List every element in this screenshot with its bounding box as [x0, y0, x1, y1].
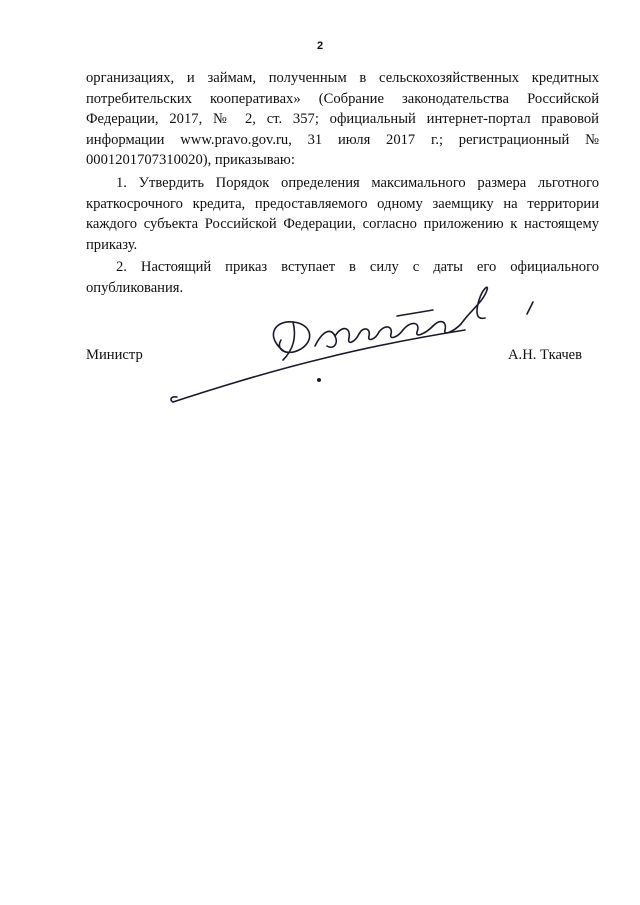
paragraph-item-1: 1. Утвердить Порядок определения максимального размера льготного краткосрочного кредита, предоставляемого одному заемщику на территории каждого субъекта Российской Федерации, согласно приложению к настоящему приказу.: [86, 174, 599, 253]
handwritten-signature: [165, 280, 555, 410]
signatory-name: А.Н. Ткачев: [508, 347, 583, 363]
document-body: [86, 68, 599, 301]
paragraph-item-2: 2. Настоящий приказ вступает в силу с даты его официального опубликования.: [86, 259, 599, 296]
paragraph-intro: организациях, и займам, полученным в сельскохозяйственных кредитных потребительских кооперативах» (Собрание законодательства Российской Федерации, 2017, № 2, ст. 357; официальный интернет-портал правовой информации www.pravo.gov.ru, 31 июля 2017 г.; регистрационный № 0001201707310020), приказываю:: [86, 70, 599, 169]
page-number: 2: [316, 40, 324, 52]
signatory-position: Министр: [86, 347, 143, 363]
